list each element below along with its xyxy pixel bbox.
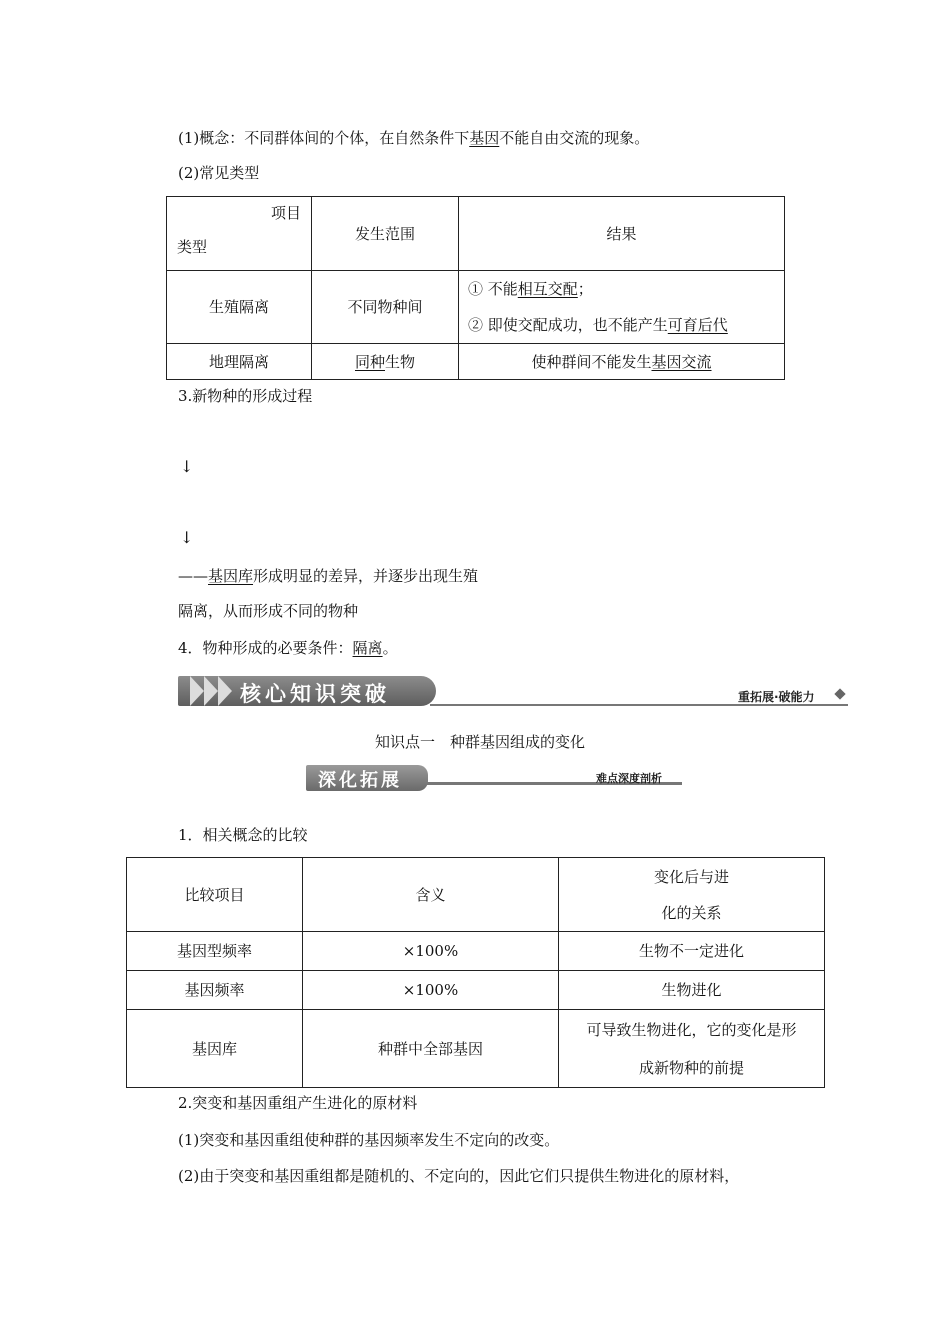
table-row-meaning: ×100% [303,932,559,971]
raw-material-heading: 2.突变和基因重组产生进化的原材料 [178,1094,418,1112]
answer-mating: 相互交配 [517,280,578,298]
table-row-item: 基因频率 [127,971,303,1010]
header-relation-line1: 变化后与进 [653,867,729,886]
formation-heading: 3.新物种的形成过程 [178,387,313,405]
header-corner-cell [167,197,312,271]
text: 生物 [385,352,416,371]
table-row-item: 基因型频率 [127,932,303,971]
header-type-label: 类型 [177,238,208,256]
answer-isolation: 隔离 [352,639,383,657]
row-reproductive-range: 不同物种间 [312,271,459,344]
answer-gene-flow: 基因交流 [651,352,712,371]
header-item-label: 项目 [270,204,301,222]
text: 使种群间不能发生 [531,352,652,371]
text: 形成明显的差异，并逐步出现生殖 [253,567,479,585]
text: 不能自由交流的现象。 [499,129,650,147]
text: ② 即使交配成功，也不能产生 [468,316,668,334]
header-result: 结果 [459,197,785,271]
isolation-types-table [166,196,785,380]
banner-tagline: 重拓展·破能力 [738,690,815,704]
table-row-relation: 生物进化 [559,971,825,1010]
header-relation-line2: 化的关系 [661,903,722,922]
diamond-icon [834,688,845,699]
text: 4．物种形成的必要条件： [178,639,353,657]
chevron-icon [218,676,232,706]
text: ； [577,280,593,298]
text: 。 [382,639,398,657]
gene-pool-paragraph [178,565,478,586]
section-title: 知识点一 种群基因组成的变化 [375,733,586,751]
table-row-meaning: 种群中全部基因 [303,1010,559,1088]
concept-paragraph [178,127,649,148]
raw-material-point-2: (2)由于突变和基因重组都是随机的、不定向的，因此它们只提供生物进化的原材料， [178,1167,740,1185]
table-row-meaning: ×100% [303,971,559,1010]
answer-gene: 基因 [469,129,500,147]
text: (1)概念：不同群体间的个体，在自然条件下 [178,129,470,147]
row-geographic-range [312,344,459,380]
chevron-icon [204,676,218,706]
answer-fertile-offspring: 可育后代 [667,316,728,334]
chevron-icon [190,676,204,706]
row-reproductive-result [459,271,785,344]
table-row-item: 基因库 [127,1010,303,1088]
relation-line2: 成新物种的前提 [638,1058,744,1077]
row-reproductive-type: 生殖隔离 [167,271,312,344]
concept-comparison-table [126,857,825,1088]
header-item: 比较项目 [127,858,303,932]
answer-gene-pool: 基因库 [208,567,254,585]
condition-paragraph [178,637,398,658]
down-arrow-icon: ↓ [180,457,194,476]
relation-line1: 可导致生物进化，它的变化是形 [586,1020,797,1039]
header-relation [559,858,825,932]
banner-title: 核心知识突破 [240,682,390,706]
answer-same-species: 同种 [354,352,385,371]
row-geographic-result [459,344,785,380]
types-heading: (2)常见类型 [178,164,260,182]
raw-material-point-1: (1)突变和基因重组使种群的基因频率发生不定向的改变。 [178,1131,560,1149]
table-row-relation [559,1010,825,1088]
gene-pool-paragraph-cont: 隔离，从而形成不同的物种 [178,602,359,620]
header-meaning: 含义 [303,858,559,932]
table-row-relation: 生物不一定进化 [559,932,825,971]
comparison-heading: 1．相关概念的比较 [178,826,308,844]
sub-banner-title: 深化拓展 [318,770,402,791]
text: —— [178,567,208,585]
sub-banner-tagline: 难点深度剖析 [596,772,662,785]
row-geographic-type: 地理隔离 [167,344,312,380]
text: ① 不能 [468,280,518,298]
header-range: 发生范围 [312,197,459,271]
down-arrow-icon: ↓ [180,528,194,547]
